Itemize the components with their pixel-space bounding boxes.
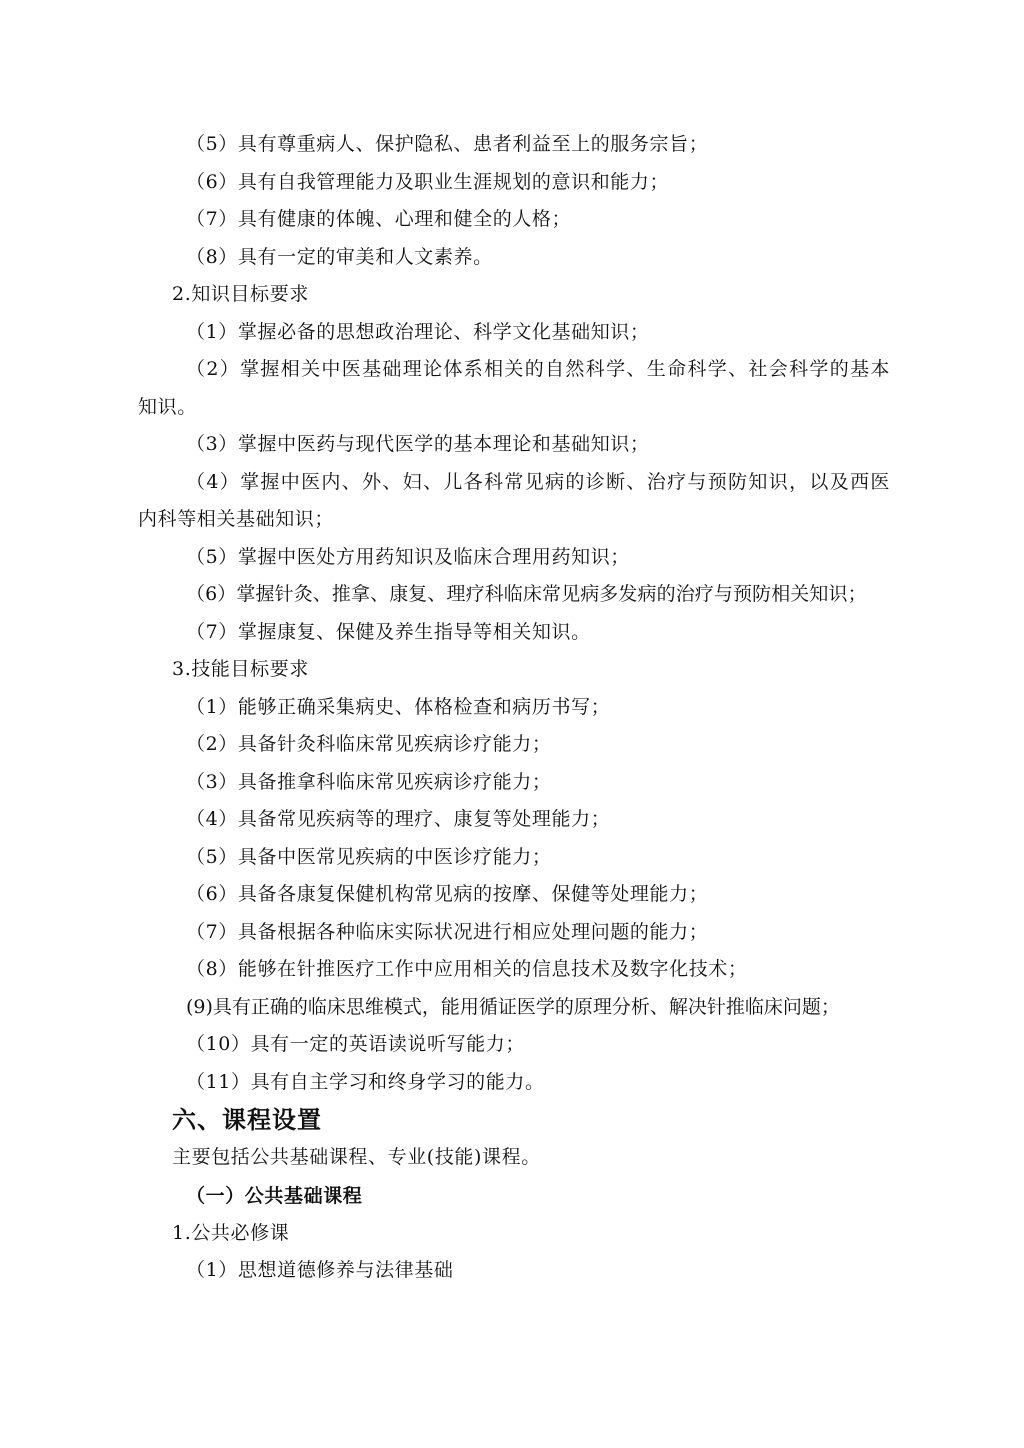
knowledge-item-6: （6）掌握针灸、推拿、康复、理疗科临床常见病多发病的治疗与预防相关知识； xyxy=(186,583,867,605)
document-body xyxy=(138,126,890,1290)
skill-item-10: （10）具有一定的英语读说听写能力； xyxy=(186,1033,525,1055)
knowledge-item-1: （1）掌握必备的思想政治理论、科学文化基础知识； xyxy=(186,320,650,343)
quality-item-6: （6）具有自我管理能力及职业生涯规划的意识和能力； xyxy=(186,170,670,193)
knowledge-heading: 2.知识目标要求 xyxy=(172,283,309,305)
subsection-heading-public-basic: （一）公共基础课程 xyxy=(186,1184,363,1207)
skill-item-5: （5）具备中医常见疾病的中医诊疗能力； xyxy=(186,845,552,868)
skill-item-7: （7）具备根据各种临床实际状况进行相应处理问题的能力； xyxy=(186,920,709,943)
knowledge-item-4-line-2: 内科等相关基础知识； xyxy=(138,508,335,530)
skills-heading: 3.技能目标要求 xyxy=(172,658,309,680)
section-intro: 主要包括公共基础课程、专业(技能)课程。 xyxy=(172,1146,541,1168)
quality-item-7: （7）具有健康的体魄、心理和健全的人格； xyxy=(186,208,572,230)
skill-item-2: （2）具备针灸科临床常见疾病诊疗能力； xyxy=(186,733,552,755)
skill-item-3: （3）具备推拿科临床常见疾病诊疗能力； xyxy=(186,770,552,793)
quality-item-5: （5）具有尊重病人、保护隐私、患者利益至上的服务宗旨； xyxy=(186,133,709,155)
skill-item-11: （11）具有自主学习和终身学习的能力。 xyxy=(186,1070,545,1093)
knowledge-item-2-line-1: （2）掌握相关中医基础理论体系相关的自然科学、生命科学、社会科学的基本 xyxy=(186,358,890,380)
section-heading-course-setup: 六、课程设置 xyxy=(172,1106,322,1134)
skill-item-9: (9)具有正确的临床思维模式，能用循证医学的原理分析、解决针推临床问题； xyxy=(186,995,840,1018)
skill-item-1: （1）能够正确采集病史、体格检查和病历书写； xyxy=(186,695,611,718)
course-item-1: （1）思想道德修养与法律基础 xyxy=(186,1259,454,1281)
knowledge-item-3: （3）掌握中医药与现代医学的基本理论和基础知识； xyxy=(186,433,650,455)
public-required-heading: 1.公共必修课 xyxy=(172,1221,290,1244)
knowledge-item-5: （5）掌握中医处方用药知识及临床合理用药知识； xyxy=(186,545,630,568)
knowledge-item-4-line-1: （4）掌握中医内、外、妇、儿各科常见病的诊断、治疗与预防知识，以及西医 xyxy=(186,470,890,493)
quality-item-8: （8）具有一定的审美和人文素养。 xyxy=(186,245,493,268)
knowledge-item-2-line-2: 知识。 xyxy=(138,395,197,418)
skill-item-4: （4）具备常见疾病等的理疗、康复等处理能力； xyxy=(186,808,611,830)
skill-item-8: （8）能够在针推医疗工作中应用相关的信息技术及数字化技术； xyxy=(186,958,748,980)
skill-item-6: （6）具备各康复保健机构常见病的按摩、保健等处理能力； xyxy=(186,883,709,905)
knowledge-item-7: （7）掌握康复、保健及养生指导等相关知识。 xyxy=(186,620,591,643)
